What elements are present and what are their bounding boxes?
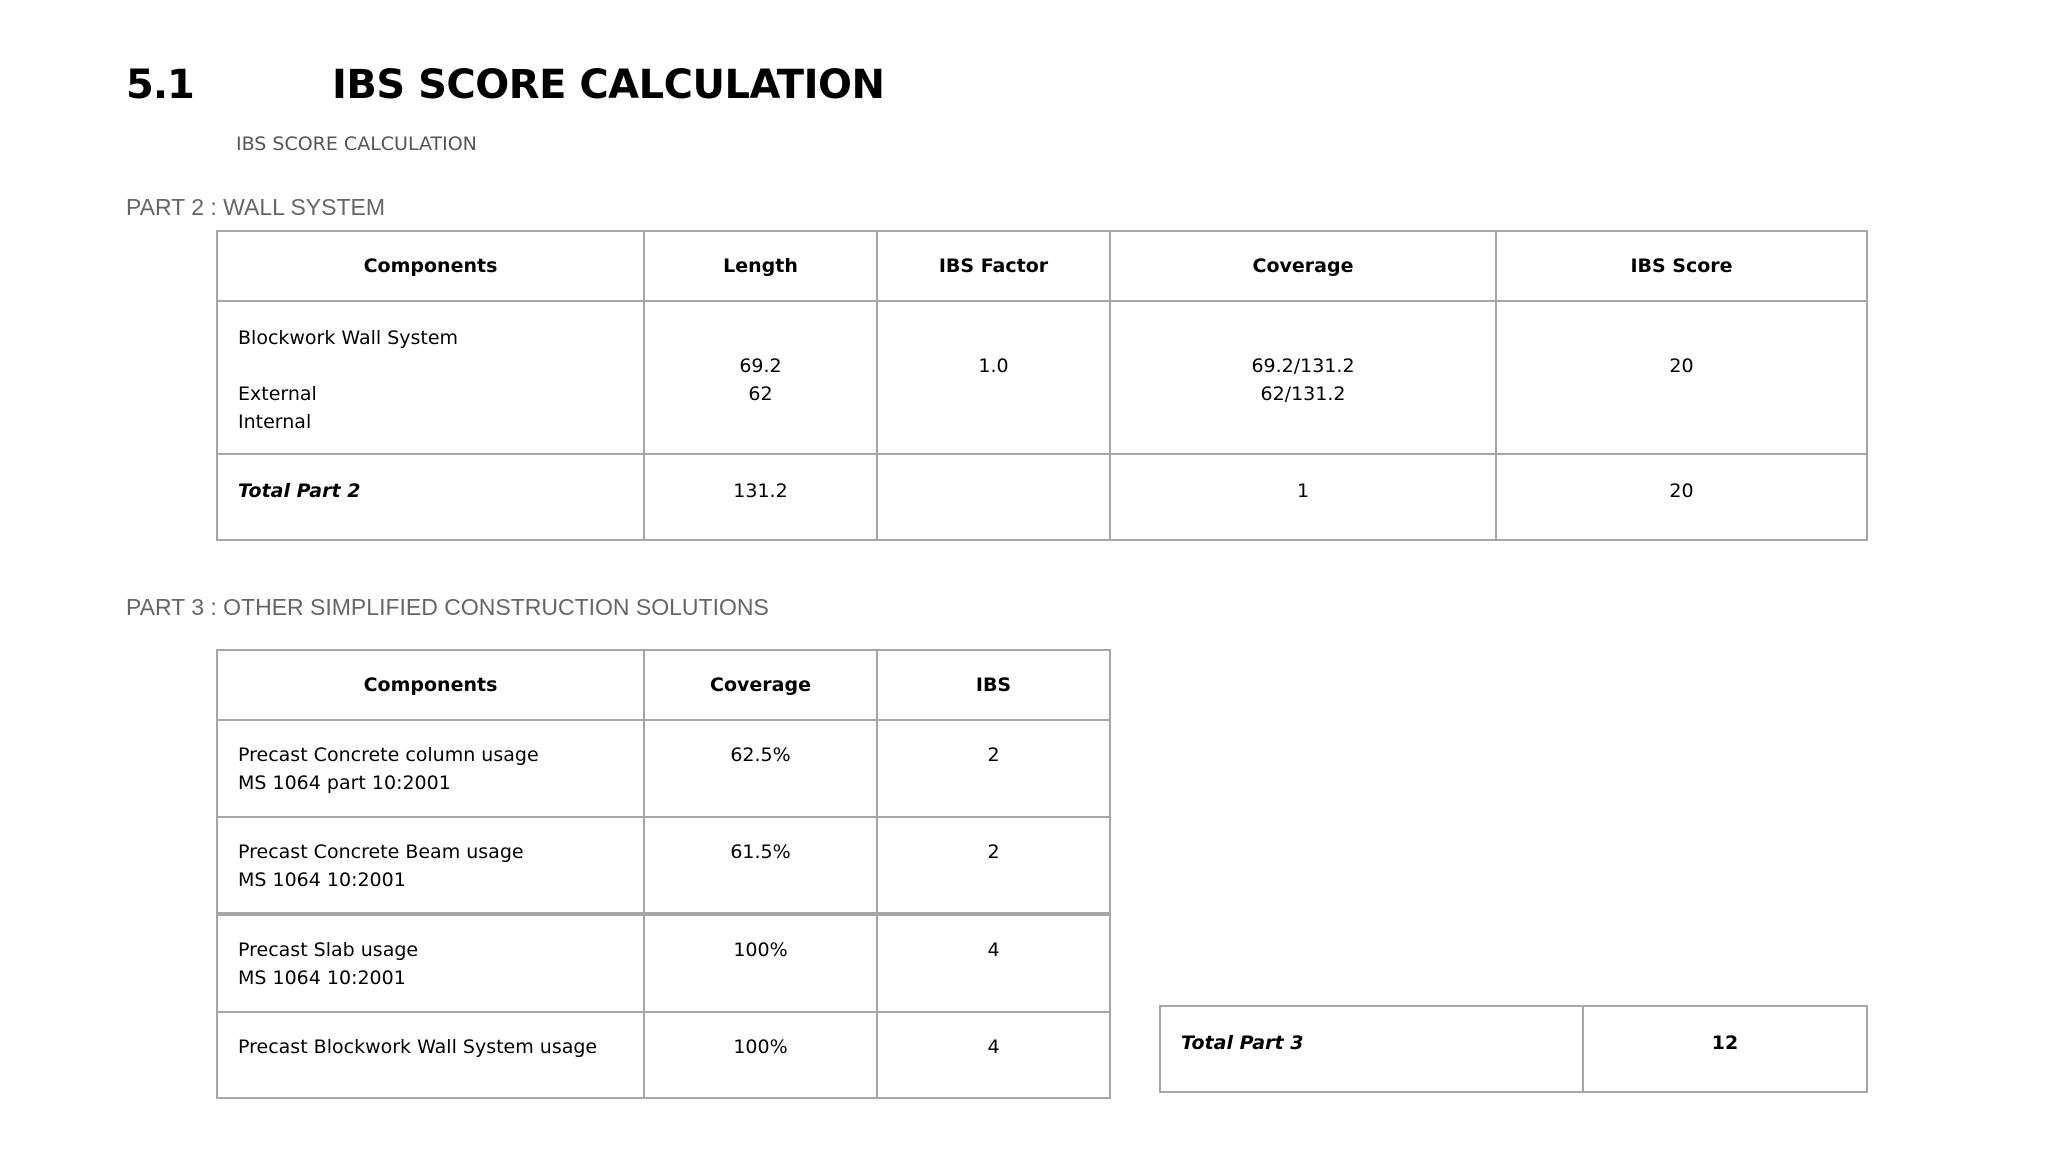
ibs-cell: 4 <box>877 914 1110 1012</box>
total-row <box>1160 1006 1867 1092</box>
coverage-cell: 61.5% <box>644 817 877 914</box>
table-row <box>217 720 1110 817</box>
column-header: IBS <box>877 650 1110 720</box>
table-header-row <box>217 231 1867 301</box>
total-score-cell: 20 <box>1496 454 1867 540</box>
component-cell <box>217 301 644 454</box>
part3-table <box>216 649 1111 1099</box>
table-row <box>217 1012 1110 1098</box>
part2-table <box>216 230 1868 541</box>
table-row <box>217 301 1867 454</box>
table-row <box>217 817 1110 914</box>
component-title: Blockwork Wall System <box>238 327 459 349</box>
part3-heading: PART 3 : OTHER SIMPLIFIED CONSTRUCTION SOLUTIONS <box>126 594 769 620</box>
column-header: IBS Score <box>1496 231 1867 301</box>
ibs-cell: 4 <box>877 1012 1110 1098</box>
page-subtitle: IBS SCORE CALCULATION <box>236 133 477 155</box>
part2-heading: PART 2 : WALL SYSTEM <box>126 194 386 220</box>
ibs-score-cell: 20 <box>1496 301 1867 454</box>
coverage-cell: 100% <box>644 914 877 1012</box>
column-header: Components <box>217 231 644 301</box>
total-coverage-cell: 1 <box>1110 454 1496 540</box>
coverage-cell: 62.5% <box>644 720 877 817</box>
column-header: Length <box>644 231 877 301</box>
length-cell <box>644 301 877 454</box>
component-cell: Precast Slab usage MS 1064 10:2001 <box>217 914 644 1012</box>
total-length-cell: 131.2 <box>644 454 877 540</box>
coverage-external: 69.2/131.2 <box>1251 355 1355 377</box>
column-header: Coverage <box>1110 231 1496 301</box>
total-factor-cell <box>877 454 1110 540</box>
coverage-cell: 100% <box>644 1012 877 1098</box>
component-internal: Internal <box>238 411 312 433</box>
table-header-row <box>217 650 1110 720</box>
length-external: 69.2 <box>739 355 782 377</box>
total-value-cell: 12 <box>1583 1006 1867 1092</box>
length-internal: 62 <box>748 383 773 405</box>
total-row <box>217 454 1867 540</box>
component-external: External <box>238 383 317 405</box>
section-number: 5.1 <box>126 62 194 108</box>
component-cell: Precast Blockwork Wall System usage <box>217 1012 644 1098</box>
page-title: IBS SCORE CALCULATION <box>332 62 885 108</box>
component-cell: Precast Concrete Beam usage MS 1064 10:2001 <box>217 817 644 914</box>
ibs-cell: 2 <box>877 817 1110 914</box>
coverage-internal: 62/131.2 <box>1260 383 1346 405</box>
table-row <box>217 914 1110 1012</box>
column-header: Components <box>217 650 644 720</box>
ibs-factor-cell: 1.0 <box>877 301 1110 454</box>
component-cell: Precast Concrete column usage MS 1064 part 10:2001 <box>217 720 644 817</box>
column-header: IBS Factor <box>877 231 1110 301</box>
column-header: Coverage <box>644 650 877 720</box>
total-label-cell: Total Part 2 <box>217 454 644 540</box>
ibs-cell: 2 <box>877 720 1110 817</box>
total-label-cell: Total Part 3 <box>1160 1006 1583 1092</box>
coverage-cell <box>1110 301 1496 454</box>
part3-total-table <box>1159 1005 1868 1093</box>
